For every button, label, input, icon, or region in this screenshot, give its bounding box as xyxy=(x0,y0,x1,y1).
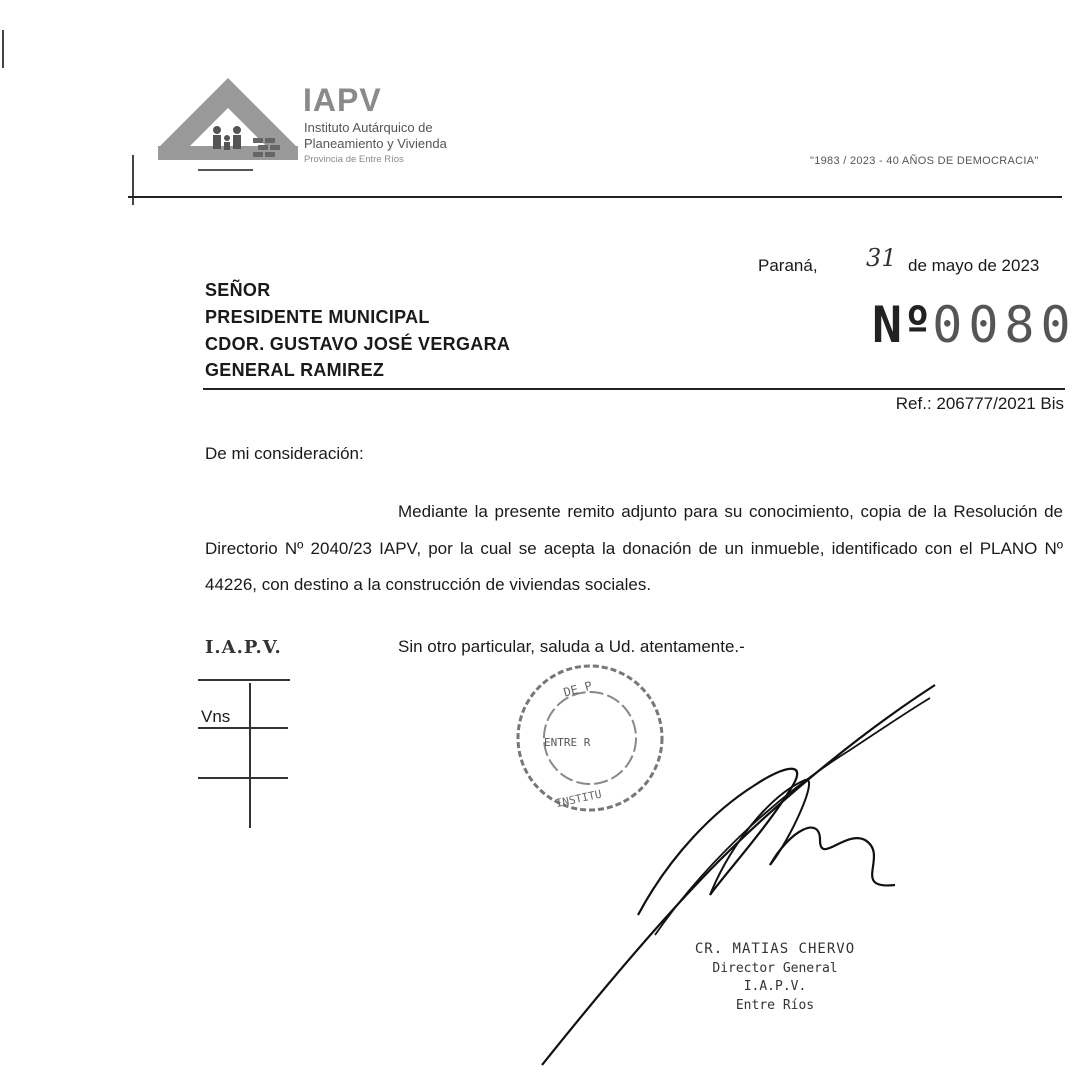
initials-box xyxy=(198,628,298,833)
reference-number: Ref.: 206777/2021 Bis xyxy=(895,394,1064,413)
seal-top-text: DE P xyxy=(562,678,594,700)
addressee-divider xyxy=(203,388,1065,390)
date-city: Paraná, xyxy=(758,256,818,275)
addressee-line: SEÑOR xyxy=(205,280,271,300)
signatory-name: CR. MATIAS CHERVO xyxy=(694,941,856,957)
iapv-house-logo-icon xyxy=(158,78,298,173)
logo-wordmark: IAPV xyxy=(303,82,382,118)
scan-margin-mark xyxy=(2,30,4,68)
logo-province: Provincia de Entre Ríos xyxy=(304,154,404,165)
initials-box-header: I.A.P.V. xyxy=(205,637,282,658)
logo-subtitle-line1: Instituto Autárquico de xyxy=(304,120,433,135)
democracy-motto: "1983 / 2023 - 40 AÑOS DE DEMOCRACIA" xyxy=(810,155,1039,167)
header-divider xyxy=(128,196,1062,198)
seal-center-text: ENTRE R xyxy=(544,736,591,749)
body-paragraph: Mediante la presente remito adjunto para su conocimiento, copia de la Resolución de Directorio Nº 2040/23 IAPV, por la cual se acepta la donación de un inmueble, identificado con el PLANO Nº 44226, con destino a la construcción de viviendas sociales. xyxy=(205,502,1063,594)
addressee-line: CDOR. GUSTAVO JOSÉ VERGARA xyxy=(205,334,511,354)
addressee-line: GENERAL RAMIREZ xyxy=(205,360,385,380)
logo-subtitle-line2: Planeamiento y Vivienda xyxy=(304,136,447,151)
date-month-year: de mayo de 2023 xyxy=(908,256,1040,275)
closing-line: Sin otro particular, saluda a Ud. atentamente.- xyxy=(398,637,745,656)
signatory-province: Entre Ríos xyxy=(735,998,815,1013)
salutation: De mi consideración: xyxy=(205,444,364,463)
seal-bottom-text: INSTITU xyxy=(554,787,603,811)
date-day-handwritten: 31 xyxy=(866,244,897,272)
initials-box-label: Vns xyxy=(201,707,231,726)
number-digits: 0080 xyxy=(932,296,1077,354)
addressee-line: PRESIDENTE MUNICIPAL xyxy=(205,307,430,327)
signatory-organization: I.A.P.V. xyxy=(743,979,807,994)
number-sign: Nº xyxy=(872,296,933,354)
signatory-role: Director General xyxy=(712,961,838,976)
document-number-stamp xyxy=(872,296,1077,354)
